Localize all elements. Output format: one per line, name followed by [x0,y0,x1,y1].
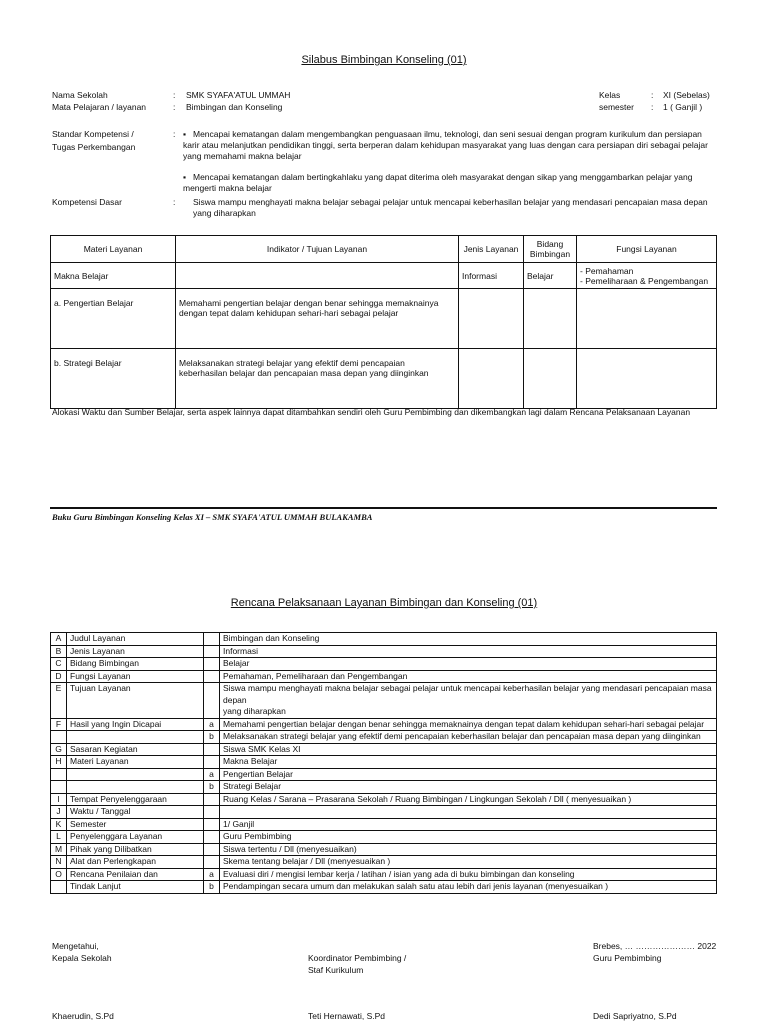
mapel-label: Mata Pelajaran / layanan [52,102,147,112]
cell-indikator: Memahami pengertian belajar dengan benar sehingga memaknainya dengan tepat dalam kehidupan sehari-hari sebagai pelajar [176,289,459,349]
cell-label: Hasil yang Ingin Dicapai [67,718,204,731]
cell-label [67,781,204,794]
cell-sub: a [204,718,220,731]
cell-sub [204,756,220,769]
colon: : [173,90,176,100]
nama-sekolah-label: Nama Sekolah [52,90,108,100]
cell-label: Judul Layanan [67,633,204,646]
koordinator-title-1: Koordinator Pembimbing / [308,953,407,963]
colon: : [651,102,654,112]
cell-value: Makna Belajar [220,756,717,769]
cell-sub: a [204,768,220,781]
cell-letter [51,881,67,894]
cell-letter: D [51,670,67,683]
guru-title: Guru Pembimbing [593,953,662,963]
cell-materi: Makna Belajar [51,263,176,289]
cell-fungsi [577,263,717,289]
cell-letter: K [51,818,67,831]
cell-value: Pengertian Belajar [220,768,717,781]
cell-sub [204,818,220,831]
cell-value: Pendampingan secara umum dan melakukan salah satu atau lebih dari jenis layanan (menyesuaikan ) [220,881,717,894]
cell-label: Tujuan Layanan [67,683,204,719]
cell-materi: b. Strategi Belajar [51,349,176,409]
table-row [51,731,717,744]
table-row [51,743,717,756]
rpl-title: Rencana Pelaksanaan Layanan Bimbingan dan Konseling (01) [230,597,538,609]
table-row [51,818,717,831]
cell-letter: N [51,856,67,869]
koordinator-title-2: Staf Kurikulum [308,965,364,975]
cell-value: Siswa SMK Kelas XI [220,743,717,756]
cell-jenis [459,349,524,409]
header-jenis: Jenis Layanan [459,236,524,263]
cell-jenis: Informasi [459,263,524,289]
cell-label [67,731,204,744]
koordinator-name: Teti Hernawati, S.Pd [308,1011,386,1021]
cell-value: Melaksanakan strategi belajar yang efektif demi pencapaian keberhasilan belajar dan pencapaian masa depan yang diinginkan [220,731,717,744]
cell-bidang: Belajar [524,263,577,289]
table-row [51,263,717,289]
mengetahui-label: Mengetahui, [52,941,99,951]
cell-fungsi [577,289,717,349]
semester-value: 1 ( Ganjil ) [663,102,703,112]
bullet-icon: ▪ [183,172,187,182]
cell-letter: C [51,658,67,671]
nama-sekolah-value: SMK SYAFA'ATUL UMMAH [186,90,291,100]
colon: : [173,102,176,112]
cell-sub: a [204,868,220,881]
cell-label: Bidang Bimbingan [67,658,204,671]
silabus-title: Silabus Bimbingan Konseling (01) [301,54,467,66]
cell-sub [204,831,220,844]
rpl-table [50,632,717,894]
cell-value: Memahami pengertian belajar dengan benar sehingga memaknainya dengan tepat dalam kehidupan sehari-hari sebagai pelajar [220,718,717,731]
cell-letter [51,768,67,781]
mapel-value: Bimbingan dan Konseling [186,102,283,112]
cell-letter: O [51,868,67,881]
silabus-note: Alokasi Waktu dan Sumber Belajar, serta aspek lainnya dapat ditambahkan sendiri oleh Guru Pembimbing dan dikembangkan lagi dalam Rencana Pelaksanaan Layanan [52,407,691,417]
table-row [51,349,717,409]
cell-label: Fungsi Layanan [67,670,204,683]
cell-letter: B [51,645,67,658]
cell-indikator [176,263,459,289]
cell-sub [204,793,220,806]
colon: : [173,197,176,207]
standar-label-1: Standar Kompetensi / [52,129,134,139]
cell-letter [51,731,67,744]
cell-label: Tindak Lanjut [67,881,204,894]
cell-materi: a. Pengertian Belajar [51,289,176,349]
cell-value: Ruang Kelas / Sarana – Prasarana Sekolah / Ruang Bimbingan / Lingkungan Sekolah / Dll ( menyesuaikan ) [220,793,717,806]
place-date: Brebes, … ………………… 2022 [593,941,717,951]
cell-fungsi [577,349,717,409]
table-row [51,881,717,894]
cell-jenis [459,289,524,349]
cell-sub [204,743,220,756]
table-row [51,831,717,844]
cell-indikator: Melaksanakan strategi belajar yang efektif demi pencapaian keberhasilan belajar dan pencapaian masa depan yang diinginkan [176,349,459,409]
colon: : [651,90,654,100]
cell-label: Jenis Layanan [67,645,204,658]
table-row [51,868,717,881]
cell-sub [204,658,220,671]
cell-letter [51,781,67,794]
cell-sub [204,645,220,658]
standar-item: ▪ Mencapai kematangan dalam bertingkahlaku yang dapat diterima oleh masyarakat dengan sikap yang menggambarkan pelajar yang mengerti makna belajar [183,172,693,193]
bullet-icon: ▪ [183,129,187,139]
kompetensi-value: Siswa mampu menghayati makna belajar sebagai pelajar untuk mencapai keberhasilan belajar yang mendasari pencapaian masa depan yang diharapkan [193,197,708,218]
table-row [51,658,717,671]
cell-letter: H [51,756,67,769]
header-materi: Materi Layanan [51,236,176,263]
cell-sub: b [204,731,220,744]
cell-letter: G [51,743,67,756]
cell-letter: L [51,831,67,844]
kepala-title: Kepala Sekolah [52,953,112,963]
cell-letter: J [51,806,67,819]
cell-value: 1/ Ganjil [220,818,717,831]
header-fungsi: Fungsi Layanan [577,236,717,263]
kompetensi-label: Kompetensi Dasar [52,197,122,207]
table-row [51,806,717,819]
cell-label: Sasaran Kegiatan [67,743,204,756]
cell-bidang [524,349,577,409]
table-row [51,781,717,794]
colon: : [173,129,176,139]
cell-sub: b [204,881,220,894]
cell-value: Bimbingan dan Konseling [220,633,717,646]
kelas-value: XI (Sebelas) [663,90,710,100]
cell-sub [204,683,220,719]
kepala-name: Khaerudin, S.Pd [52,1011,114,1021]
table-row [51,645,717,658]
header-bidang: Bidang Bimbingan [524,236,577,263]
cell-letter: A [51,633,67,646]
cell-letter: F [51,718,67,731]
book-footer: Buku Guru Bimbingan Konseling Kelas XI – SMK SYAFA'ATUL UMMAH BULAKAMBA [52,512,373,522]
cell-sub [204,670,220,683]
cell-label: Penyelenggara Layanan [67,831,204,844]
header-indikator: Indikator / Tujuan Layanan [176,236,459,263]
cell-value: Belajar [220,658,717,671]
cell-label [67,768,204,781]
guru-name: Dedi Sapriyatno, S.Pd [593,1011,677,1021]
table-row [51,856,717,869]
silabus-table [50,235,717,409]
cell-label: Semester [67,818,204,831]
cell-letter: I [51,793,67,806]
cell-value: Informasi [220,645,717,658]
cell-value: Pemahaman, Pemeliharaan dan Pengembangan [220,670,717,683]
cell-value: Strategi Belajar [220,781,717,794]
cell-value [220,806,717,819]
cell-sub [204,633,220,646]
cell-sub [204,806,220,819]
table-row [51,843,717,856]
value-line: yang diharapkan [223,706,286,716]
cell-value: Skema tentang belajar / Dll (menyesuaikan ) [220,856,717,869]
table-row [51,718,717,731]
divider-line [50,507,717,509]
cell-label: Rencana Penilaian dan [67,868,204,881]
cell-sub: b [204,781,220,794]
standar-item: ▪ Mencapai kematangan dalam mengembangkan penguasaan ilmu, teknologi, dan seni sesuai dengan program kurikulum dan persiapan karir atau melanjutkan pendidikan tinggi, serta berperan dalam kehidupan masyarakat yang luas dengan cara persiapan diri sebagai pelajar yang memahami makna belajar [183,129,708,161]
table-row [51,670,717,683]
fungsi-line: - Pemeliharaan & Pengembangan [580,275,709,286]
cell-letter: M [51,843,67,856]
cell-label: Pihak yang Dilibatkan [67,843,204,856]
cell-value [220,683,717,719]
standar-label-2: Tugas Perkembangan [52,142,136,152]
semester-label: semester [599,102,634,112]
cell-label: Tempat Penyelenggaraan [67,793,204,806]
cell-letter: E [51,683,67,719]
table-row [51,756,717,769]
kelas-label: Kelas [599,90,621,100]
table-row [51,793,717,806]
cell-value: Evaluasi diri / mengisi lembar kerja / latihan / isian yang ada di buku bimbingan dan konseling [220,868,717,881]
value-line: Siswa mampu menghayati makna belajar sebagai pelajar untuk mencapai keberhasilan belajar yang mendasari pencapaian masa depan [223,683,712,705]
table-row [51,683,717,719]
cell-sub [204,843,220,856]
cell-label: Alat dan Perlengkapan [67,856,204,869]
cell-bidang [524,289,577,349]
cell-value: Guru Pembimbing [220,831,717,844]
table-row [51,289,717,349]
fungsi-line: - Pemahaman [580,265,634,276]
cell-sub [204,856,220,869]
cell-label: Waktu / Tanggal [67,806,204,819]
table-row [51,768,717,781]
cell-value: Siswa tertentu / Dll (menyesuaikan) [220,843,717,856]
table-row [51,633,717,646]
cell-label: Materi Layanan [67,756,204,769]
table-header-row [51,236,717,263]
